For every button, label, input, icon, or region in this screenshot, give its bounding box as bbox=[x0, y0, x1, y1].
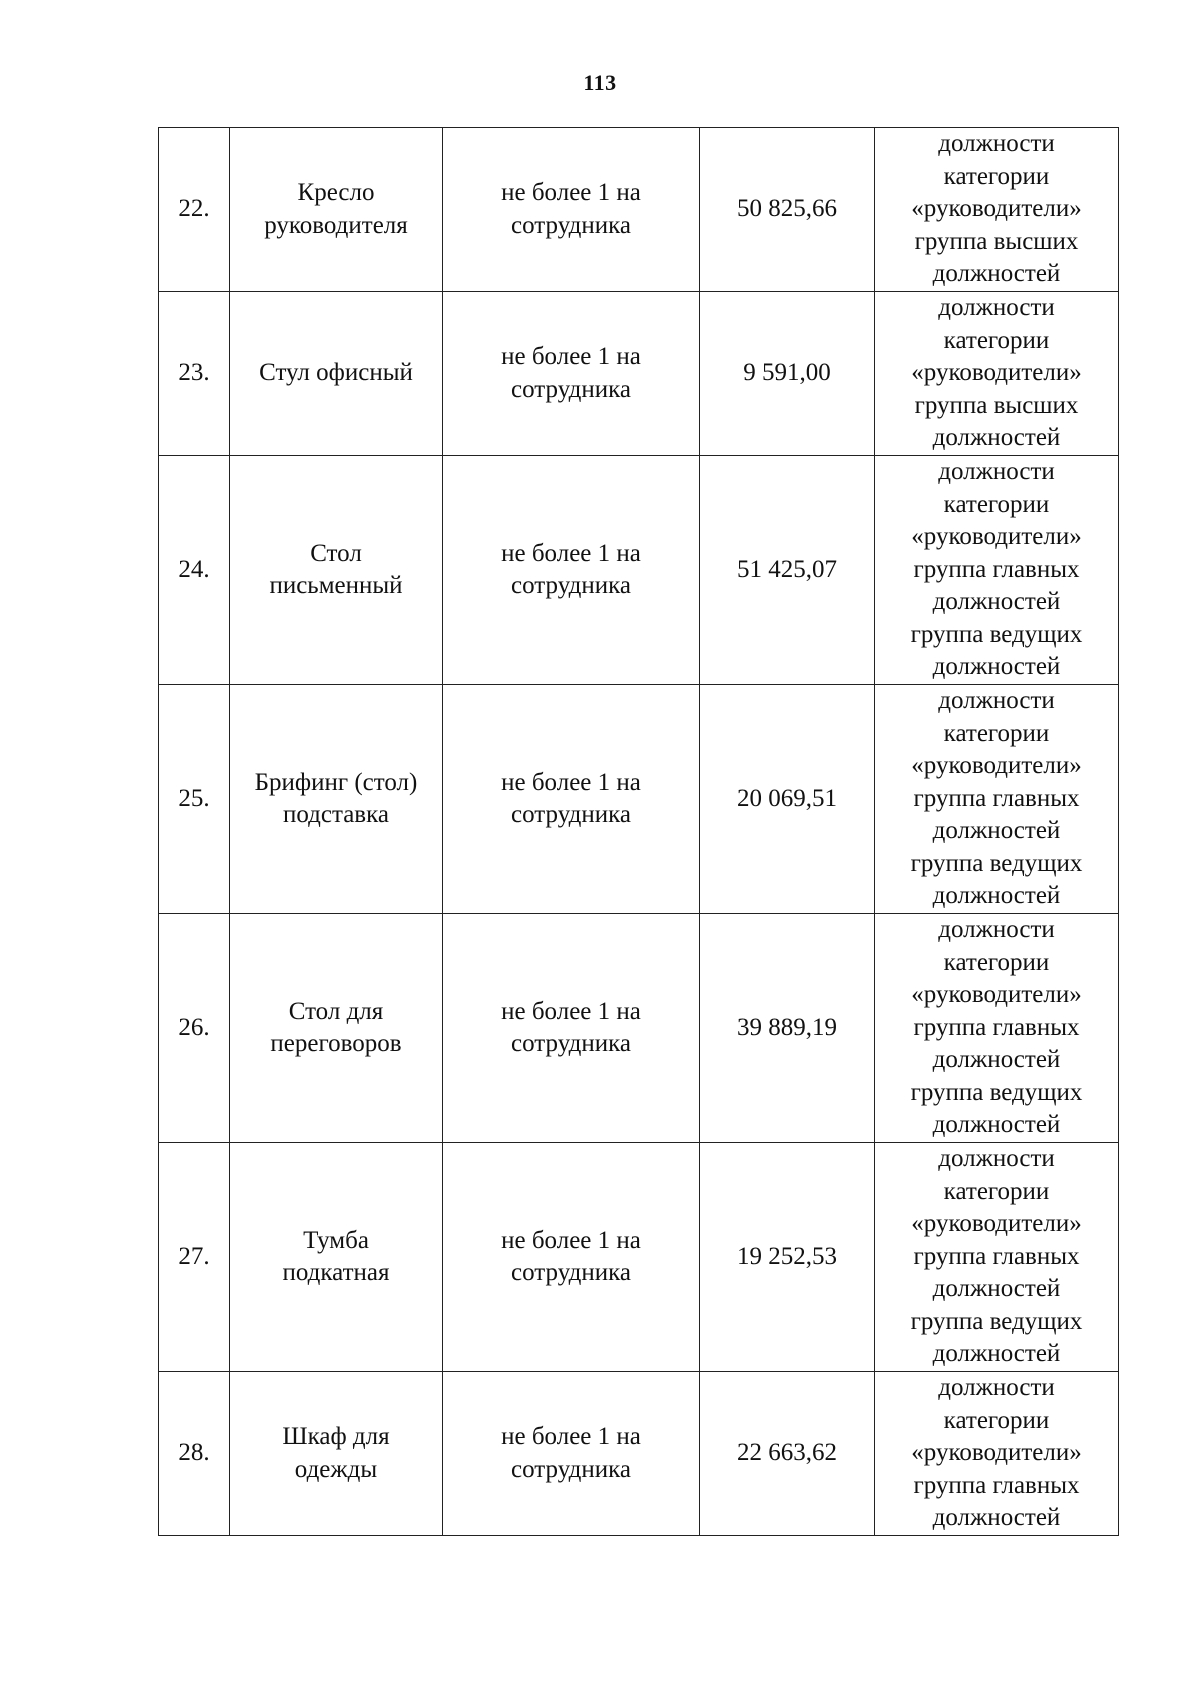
item-name-line: Шкаф для bbox=[282, 1423, 390, 1450]
item-name-line: руководителя bbox=[264, 211, 408, 239]
positions-cell bbox=[875, 292, 1119, 456]
positions-cell bbox=[875, 456, 1119, 685]
position-line: должностей bbox=[932, 1504, 1061, 1532]
price-cell: 22 663,62 bbox=[700, 1372, 875, 1536]
table-row bbox=[159, 1143, 1119, 1372]
row-number-cell: 23. bbox=[159, 292, 230, 456]
position-line: должностей bbox=[932, 260, 1061, 288]
item-name-cell bbox=[230, 128, 443, 292]
position-line: должности bbox=[938, 130, 1055, 158]
position-line: группа главных bbox=[913, 1471, 1080, 1499]
quantity-cell bbox=[443, 292, 700, 456]
position-line: должностей bbox=[932, 817, 1061, 845]
table-row bbox=[159, 685, 1119, 914]
position-line: категории bbox=[943, 162, 1050, 190]
row-number-cell: 27. bbox=[159, 1143, 230, 1372]
row-number-cell: 26. bbox=[159, 914, 230, 1143]
price-cell: 39 889,19 bbox=[700, 914, 875, 1143]
table-row bbox=[159, 914, 1119, 1143]
quantity-cell bbox=[443, 128, 700, 292]
quantity-cell bbox=[443, 685, 700, 914]
position-line: группа главных bbox=[913, 1242, 1080, 1270]
position-line: «руководители» bbox=[911, 1439, 1082, 1467]
position-line: категории bbox=[943, 1177, 1050, 1205]
position-line: группа ведущих bbox=[910, 620, 1083, 648]
positions-cell bbox=[875, 1143, 1119, 1372]
position-line: должности bbox=[938, 1145, 1055, 1173]
norms-table bbox=[158, 127, 1119, 1536]
table-row bbox=[159, 456, 1119, 685]
item-name-line: Кресло bbox=[297, 179, 375, 206]
position-line: «руководители» bbox=[911, 981, 1082, 1009]
position-line: должностей bbox=[932, 1340, 1061, 1368]
position-line: группа ведущих bbox=[910, 849, 1083, 877]
position-line: должностей bbox=[932, 653, 1061, 681]
row-number-cell: 24. bbox=[159, 456, 230, 685]
row-number-cell: 22. bbox=[159, 128, 230, 292]
position-line: «руководители» bbox=[911, 752, 1082, 780]
position-line: должности bbox=[938, 1374, 1055, 1402]
item-name-line: Стул офисный bbox=[259, 359, 413, 387]
positions-cell bbox=[875, 914, 1119, 1143]
position-line: категории bbox=[943, 948, 1050, 976]
quantity-line: не более 1 на bbox=[501, 179, 641, 206]
table-row bbox=[159, 1372, 1119, 1536]
quantity-line: не более 1 на bbox=[501, 768, 641, 796]
quantity-line: сотрудника bbox=[511, 572, 631, 599]
position-line: группа ведущих bbox=[910, 1078, 1083, 1106]
price-cell: 20 069,51 bbox=[700, 685, 875, 914]
quantity-line: сотрудника bbox=[511, 1030, 631, 1057]
price-cell: 51 425,07 bbox=[700, 456, 875, 685]
position-line: категории bbox=[943, 719, 1050, 747]
quantity-line: сотрудника bbox=[511, 1259, 631, 1286]
position-line: должностей bbox=[932, 1111, 1061, 1139]
quantity-cell bbox=[443, 456, 700, 685]
position-line: группа главных bbox=[913, 1013, 1080, 1041]
item-name-cell bbox=[230, 1143, 443, 1372]
item-name-line: подкатная bbox=[282, 1259, 390, 1286]
position-line: группа главных bbox=[913, 784, 1080, 812]
table-row bbox=[159, 292, 1119, 456]
position-line: «руководители» bbox=[911, 523, 1082, 551]
position-line: «руководители» bbox=[911, 359, 1082, 387]
position-line: группа главных bbox=[913, 555, 1080, 583]
position-line: должностей bbox=[932, 424, 1061, 452]
position-line: должности bbox=[938, 458, 1055, 486]
quantity-line: не более 1 на bbox=[501, 343, 641, 370]
item-name-line: Стол для bbox=[288, 997, 384, 1025]
position-line: «руководители» bbox=[911, 195, 1082, 223]
item-name-cell bbox=[230, 292, 443, 456]
item-name-line: письменный bbox=[269, 572, 403, 599]
item-name-line: Брифинг (стол) bbox=[254, 768, 418, 796]
quantity-line: не более 1 на bbox=[501, 997, 641, 1025]
position-line: группа высших bbox=[914, 391, 1079, 419]
position-line: должностей bbox=[932, 1275, 1061, 1303]
position-line: должности bbox=[938, 294, 1055, 322]
item-name-cell bbox=[230, 914, 443, 1143]
position-line: «руководители» bbox=[911, 1210, 1082, 1238]
quantity-line: сотрудника bbox=[511, 211, 631, 239]
item-name-line: одежды bbox=[294, 1455, 378, 1483]
quantity-cell bbox=[443, 1372, 700, 1536]
position-line: должностей bbox=[932, 1046, 1061, 1074]
quantity-line: не более 1 на bbox=[501, 1423, 641, 1450]
item-name-line: Стол bbox=[310, 539, 362, 567]
positions-cell bbox=[875, 128, 1119, 292]
positions-cell bbox=[875, 685, 1119, 914]
item-name-line: Тумба bbox=[303, 1226, 369, 1254]
item-name-cell bbox=[230, 456, 443, 685]
position-line: категории bbox=[943, 326, 1050, 354]
quantity-line: сотрудника bbox=[511, 375, 631, 403]
item-name-line: переговоров bbox=[270, 1030, 402, 1057]
item-name-cell bbox=[230, 685, 443, 914]
item-name-line: подставка bbox=[283, 801, 389, 828]
price-cell: 50 825,66 bbox=[700, 128, 875, 292]
quantity-cell bbox=[443, 914, 700, 1143]
price-cell: 19 252,53 bbox=[700, 1143, 875, 1372]
positions-cell bbox=[875, 1372, 1119, 1536]
table-body bbox=[159, 128, 1119, 1536]
position-line: группа высших bbox=[914, 227, 1079, 255]
quantity-line: не более 1 на bbox=[501, 539, 641, 567]
position-line: категории bbox=[943, 490, 1050, 518]
table-row bbox=[159, 128, 1119, 292]
position-line: группа ведущих bbox=[910, 1307, 1083, 1335]
position-line: должностей bbox=[932, 882, 1061, 910]
quantity-line: не более 1 на bbox=[501, 1226, 641, 1254]
position-line: должностей bbox=[932, 588, 1061, 616]
quantity-line: сотрудника bbox=[511, 801, 631, 828]
position-line: должности bbox=[938, 687, 1055, 715]
item-name-cell bbox=[230, 1372, 443, 1536]
page-number: 113 bbox=[583, 70, 617, 95]
quantity-line: сотрудника bbox=[511, 1455, 631, 1483]
position-line: категории bbox=[943, 1406, 1050, 1434]
position-line: должности bbox=[938, 916, 1055, 944]
price-cell: 9 591,00 bbox=[700, 292, 875, 456]
row-number-cell: 25. bbox=[159, 685, 230, 914]
quantity-cell bbox=[443, 1143, 700, 1372]
row-number-cell: 28. bbox=[159, 1372, 230, 1536]
